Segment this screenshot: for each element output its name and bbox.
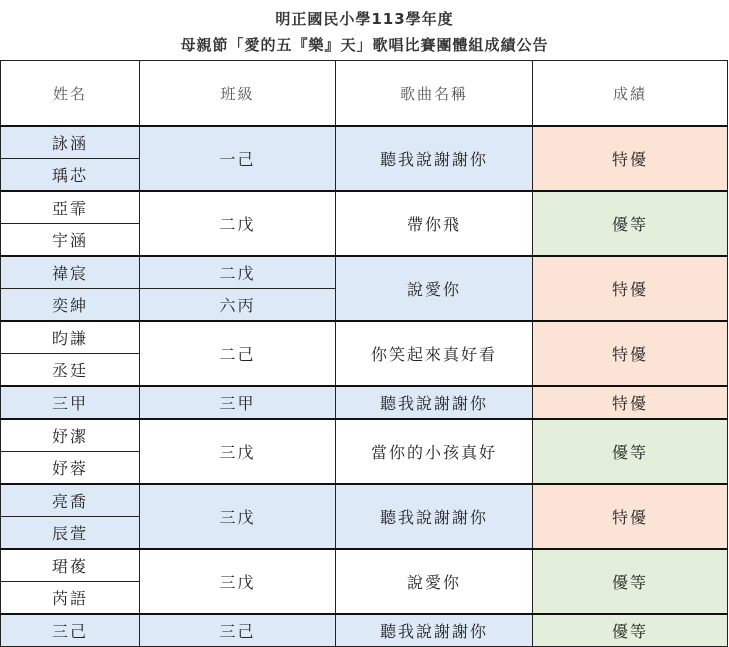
cell-score: 優等 [533, 549, 728, 614]
cell-student-name: 禕宸 [1, 256, 140, 289]
cell-score: 優等 [533, 419, 728, 484]
cell-score: 優等 [533, 191, 728, 256]
table-row [1, 256, 728, 289]
cell-score: 優等 [533, 614, 728, 647]
cell-class: 三戊 [140, 419, 336, 484]
cell-class: 三戊 [140, 549, 336, 614]
cell-score: 特優 [533, 484, 728, 549]
cell-student-name: 三甲 [1, 386, 140, 419]
cell-student-name: 丞廷 [1, 354, 140, 387]
table-row [1, 321, 728, 354]
cell-class: 二己 [140, 321, 336, 386]
cell-class: 二戊 [140, 256, 336, 289]
table-row [1, 126, 728, 159]
table-row [1, 419, 728, 452]
cell-song-title: 聽我說謝謝你 [336, 484, 533, 549]
cell-song-title: 聽我說謝謝你 [336, 126, 533, 191]
cell-score: 特優 [533, 126, 728, 191]
cell-class: 二戊 [140, 191, 336, 256]
cell-song-title: 聽我說謝謝你 [336, 386, 533, 419]
cell-class: 三甲 [140, 386, 336, 419]
announcement-title: 明正國民小學113學年度 [275, 10, 454, 28]
cell-student-name: 妤潔 [1, 419, 140, 452]
cell-student-name: 瑀芯 [1, 159, 140, 192]
cell-student-name: 宇涵 [1, 224, 140, 257]
cell-class: 六丙 [140, 289, 336, 322]
cell-score: 特優 [533, 386, 728, 419]
cell-student-name: 妤蓉 [1, 452, 140, 485]
header-song: 歌曲名稱 [336, 61, 533, 127]
table-row [1, 549, 728, 582]
cell-song-title: 當你的小孩真好 [336, 419, 533, 484]
table-row [1, 191, 728, 224]
cell-student-name: 詠涵 [1, 126, 140, 159]
header-class: 班級 [140, 61, 336, 127]
cell-song-title: 聽我說謝謝你 [336, 614, 533, 647]
results-table [0, 60, 728, 647]
cell-song-title: 說愛你 [336, 256, 533, 321]
announcement-subtitle: 母親節「愛的五『樂』天」歌唱比賽團體組成績公告 [180, 36, 549, 54]
cell-score: 特優 [533, 321, 728, 386]
cell-student-name: 昀謙 [1, 321, 140, 354]
table-row [1, 386, 728, 419]
header-name: 姓名 [1, 61, 140, 127]
cell-score: 特優 [533, 256, 728, 321]
cell-student-name: 奕紳 [1, 289, 140, 322]
header-row [1, 61, 728, 127]
cell-student-name: 三己 [1, 614, 140, 647]
cell-student-name: 珺葰 [1, 549, 140, 582]
cell-student-name: 芮語 [1, 582, 140, 615]
cell-student-name: 辰萱 [1, 517, 140, 550]
header-score: 成績 [533, 61, 728, 127]
cell-class: 三戊 [140, 484, 336, 549]
cell-student-name: 亞霏 [1, 191, 140, 224]
cell-song-title: 說愛你 [336, 549, 533, 614]
table-row [1, 484, 728, 517]
cell-song-title: 帶你飛 [336, 191, 533, 256]
cell-class: 一己 [140, 126, 336, 191]
cell-song-title: 你笑起來真好看 [336, 321, 533, 386]
cell-class: 三己 [140, 614, 336, 647]
cell-student-name: 亮喬 [1, 484, 140, 517]
results-body [1, 126, 728, 647]
